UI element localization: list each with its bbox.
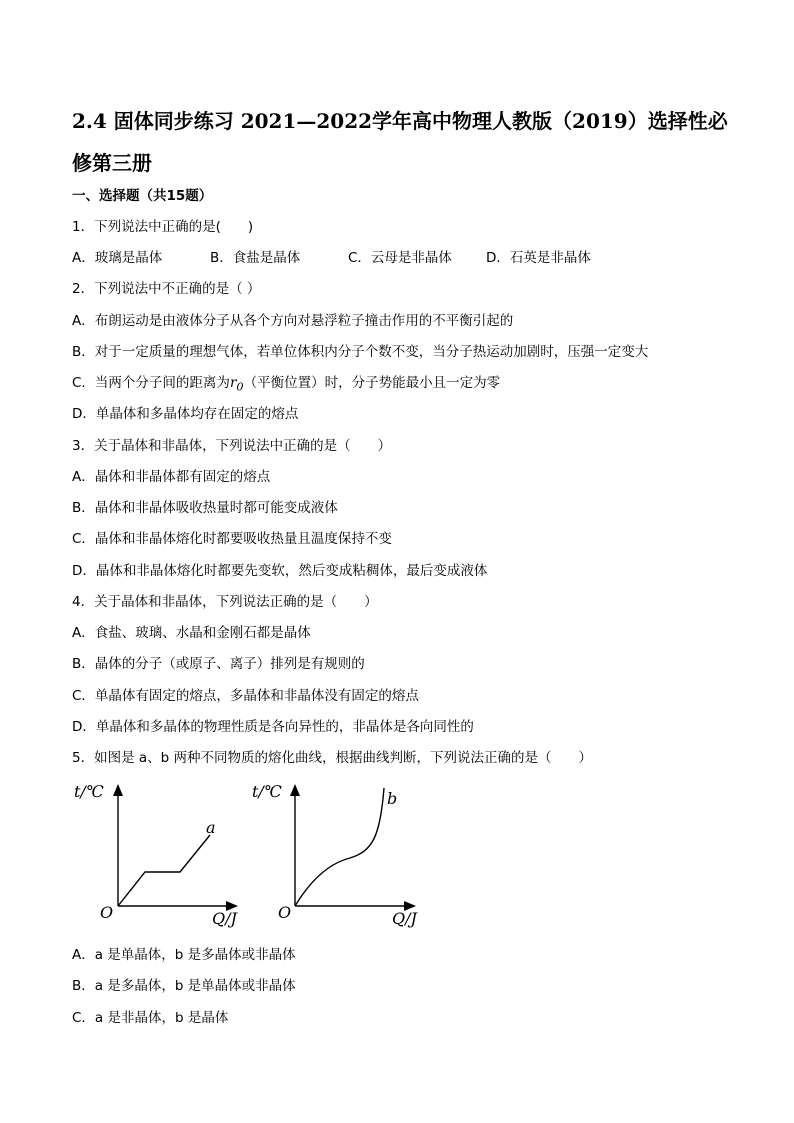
section-heading: 一、选择题（共15题） bbox=[72, 188, 213, 204]
origin-label: O bbox=[100, 903, 114, 922]
q5-stem: 5．如图是 a、b 两种不同物质的熔化曲线，根据曲线判断，下列说法正确的是（ ） bbox=[72, 750, 593, 766]
y-axis-label: t/℃ bbox=[74, 782, 104, 801]
r-subscript: 0 bbox=[236, 380, 244, 394]
curve-a-label: a bbox=[206, 818, 216, 837]
q1-option-c: C．云母是非晶体 bbox=[348, 250, 452, 266]
document-title: 2.4 固体同步练习 2021—2022学年高中物理人教版（2019）选择性必修第三册 bbox=[72, 109, 728, 175]
q2-option-a: A．布朗运动是由液体分子从各个方向对悬浮粒子撞击作用的不平衡引起的 bbox=[72, 313, 514, 329]
q4-option-d: D．单晶体和多晶体的物理性质是各向异性的，非晶体是各向同性的 bbox=[72, 719, 474, 735]
q1-option-b: B．食盐是晶体 bbox=[210, 250, 301, 266]
q5-option-b: B．a 是多晶体，b 是单晶体或非晶体 bbox=[72, 978, 296, 994]
q1-option-d: D．石英是非晶体 bbox=[486, 250, 591, 266]
origin-label: O bbox=[278, 903, 292, 922]
q2-option-c-text: C．当两个分子间的距离为 bbox=[72, 375, 230, 391]
q4-option-c: C．单晶体有固定的熔点，多晶体和非晶体没有固定的熔点 bbox=[72, 688, 419, 704]
q4-stem: 4．关于晶体和非晶体，下列说法正确的是（ ） bbox=[72, 594, 378, 610]
r0-symbol bbox=[229, 375, 244, 394]
q3-stem: 3．关于晶体和非晶体，下列说法中正确的是（ ） bbox=[72, 438, 392, 454]
q2-option-c-text-end: （平衡位置）时，分子势能最小且一定为零 bbox=[243, 375, 501, 391]
q2-option-d: D．单晶体和多晶体均存在固定的熔点 bbox=[72, 406, 299, 422]
y-axis-label: t/℃ bbox=[252, 782, 282, 801]
q2-option-c bbox=[72, 374, 500, 397]
q3-option-c: C．晶体和非晶体熔化时都要吸收热量且温度保持不变 bbox=[72, 531, 392, 547]
x-axis-label: Q/J bbox=[392, 909, 417, 928]
curve-a bbox=[118, 835, 210, 906]
melting-curve-a-figure bbox=[72, 778, 242, 928]
q5-option-a: A．a 是单晶体，b 是多晶体或非晶体 bbox=[72, 947, 296, 963]
q1-stem: 1．下列说法中正确的是( ) bbox=[72, 219, 254, 235]
q2-stem: 2．下列说法中不正确的是（ ） bbox=[72, 281, 261, 297]
melting-curve-b-figure bbox=[250, 778, 430, 928]
r-letter: r bbox=[229, 375, 237, 391]
curve-b bbox=[295, 788, 384, 906]
curve-b-label: b bbox=[387, 789, 398, 808]
q3-option-d: D．晶体和非晶体熔化时都要先变软，然后变成粘稠体，最后变成液体 bbox=[72, 563, 488, 579]
y-axis-arrow bbox=[113, 784, 123, 796]
q5-option-c: C．a 是非晶体，b 是晶体 bbox=[72, 1010, 229, 1026]
q4-option-a: A．食盐、玻璃、水晶和金刚石都是晶体 bbox=[72, 625, 311, 641]
q1-option-a: A．玻璃是晶体 bbox=[72, 250, 163, 266]
q3-option-a: A．晶体和非晶体都有固定的熔点 bbox=[72, 469, 271, 485]
x-axis-label: Q/J bbox=[212, 909, 237, 928]
q1-options bbox=[72, 249, 591, 267]
q3-option-b: B．晶体和非晶体吸收热量时都可能变成液体 bbox=[72, 500, 338, 516]
q4-option-b: B．晶体的分子（或原子、离子）排列是有规则的 bbox=[72, 656, 365, 672]
y-axis-arrow bbox=[290, 784, 300, 796]
q2-option-b: B．对于一定质量的理想气体，若单位体积内分子个数不变，当分子热运动加剧时，压强一定变大 bbox=[72, 344, 649, 360]
